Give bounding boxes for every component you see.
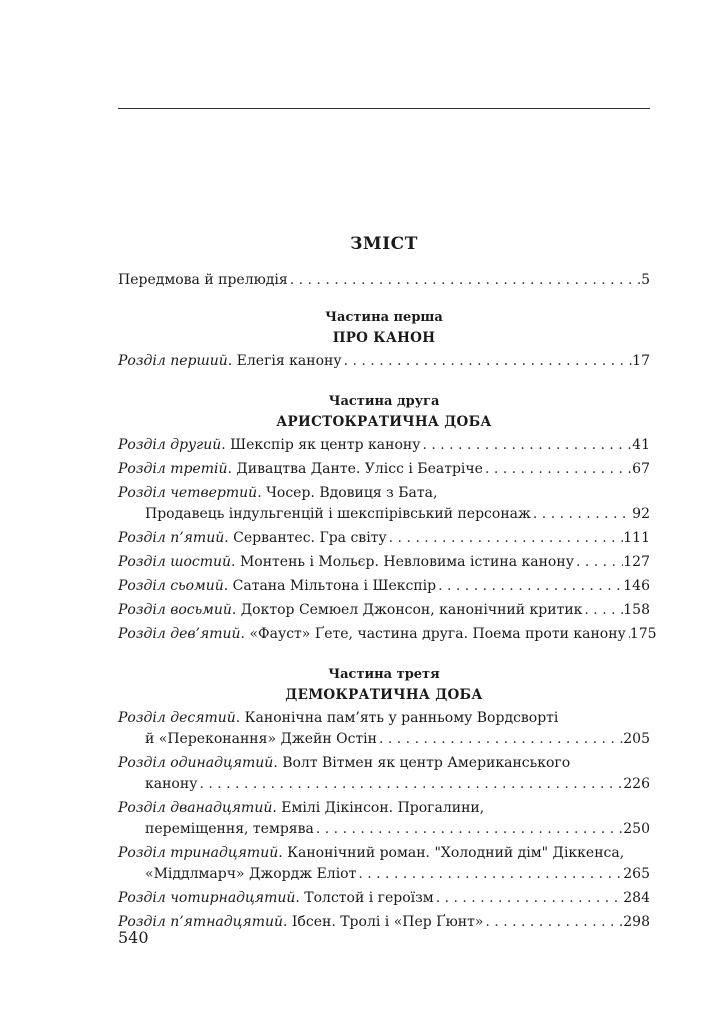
part-heading: [118, 391, 650, 433]
chapter-label: Розділ четвертий: [118, 485, 258, 501]
toc-entry-text: [118, 552, 574, 573]
toc-entry-line-last: [118, 600, 650, 621]
chapter-title: . Сатана Мільтона і Шекспір: [223, 578, 437, 594]
chapter-title: . Дивацтва Данте. Улісс і Беатріче: [227, 461, 483, 477]
toc-entry-text: [118, 624, 626, 645]
spacer: [118, 291, 650, 307]
dot-leader: [531, 504, 632, 525]
toc-entry-line-last: [118, 351, 650, 372]
toc-entry-line: [118, 708, 650, 729]
part-name: Частина перша: [325, 310, 443, 325]
chapter-label: Розділ п’ятнадцятий: [118, 914, 283, 930]
toc-entry-text: [118, 888, 434, 909]
toc-entry-text: [118, 459, 483, 480]
chapter-label: Розділ дванадцятий: [118, 800, 273, 816]
toc-entry-preface: [118, 270, 650, 291]
toc-entry-line-last: [118, 888, 650, 909]
chapter-label: Розділ другий: [118, 437, 222, 453]
chapter-label: Розділ чотирнадцятий: [118, 890, 296, 906]
toc-entry-line-last: [118, 504, 650, 525]
chapter-label: Розділ десятий: [118, 710, 236, 726]
toc-entry-page: 226: [623, 776, 650, 792]
toc-entry-line: [118, 798, 650, 819]
chapter-label: Розділ восьмий: [118, 602, 232, 618]
dot-leader: [434, 888, 624, 909]
chapter-title: . Чосер. Вдовиця з Бата,: [257, 485, 438, 501]
toc-entry-text: [145, 504, 531, 525]
toc-entry-line: [118, 483, 650, 504]
dot-leader: [574, 552, 623, 573]
table-of-contents: [118, 270, 657, 936]
header-rule: [118, 108, 650, 109]
toc-entry-page: 67: [632, 461, 650, 477]
chapter-title: . Доктор Семюел Джонсон, канонічний критик: [231, 602, 583, 618]
toc-entry: [118, 912, 650, 933]
toc-entry-text: [118, 435, 420, 456]
dot-leader: [582, 600, 623, 621]
dot-leader: [356, 864, 623, 885]
part-title: ПРО КАНОН: [332, 330, 436, 346]
chapter-title: й «Переконання» Джейн Остін: [145, 731, 377, 747]
toc-entry-page: 265: [623, 866, 650, 882]
dot-leader: [288, 270, 641, 291]
chapter-title: . Шекспір як центр канону: [221, 437, 421, 453]
chapter-label: Розділ шостий: [118, 554, 232, 570]
toc-entry-page: 205: [623, 731, 650, 747]
toc-entry-line-last: [118, 819, 650, 840]
toc-entry-page: 158: [623, 602, 650, 618]
toc-entry-page: 111: [623, 530, 650, 546]
part-name: Частина третя: [328, 667, 440, 682]
dot-leader: [342, 351, 633, 372]
toc-entry: [118, 435, 650, 456]
toc-entry-page: 175: [629, 626, 657, 642]
chapter-label: Розділ сьомий: [118, 578, 224, 594]
chapter-label: Розділ одинадцятий: [118, 755, 274, 771]
toc-entry-line-last: [118, 774, 650, 795]
toc-entry-line-last: [118, 528, 650, 549]
toc-entry-text: [145, 819, 314, 840]
toc-entry-page: 92: [632, 506, 650, 522]
toc-entry-text: [145, 774, 197, 795]
spacer: [118, 375, 650, 391]
toc-entry-page: 17: [632, 353, 650, 369]
chapter-title: «Міддлмарч» Джордж Еліот: [145, 866, 357, 882]
part-name: Частина друга: [328, 394, 440, 409]
part-title: АРИСТОКРАТИЧНА ДОБА: [276, 414, 492, 430]
toc-entry-page: 146: [623, 578, 650, 594]
chapter-title: переміщення, темрява: [145, 821, 314, 837]
toc-entry-text: [145, 864, 356, 885]
toc-entry: [118, 708, 650, 750]
toc-entry-page: 5: [641, 272, 650, 288]
dot-leader: [483, 912, 623, 933]
toc-entry-text: [118, 912, 483, 933]
chapter-title: . Канонічна пам’ять у ранньому Вордсворті: [235, 710, 559, 726]
toc-entry-line-last: [118, 552, 650, 573]
toc-entry-page: 127: [623, 554, 650, 570]
toc-entry-page: 41: [632, 437, 650, 453]
chapter-title: . Елегія канону: [227, 353, 342, 369]
dot-leader: [483, 459, 632, 480]
chapter-title: канону: [145, 776, 198, 792]
toc-entry-text: [118, 528, 387, 549]
dot-leader: [197, 774, 623, 795]
dot-leader: [420, 435, 632, 456]
dot-leader: [314, 819, 623, 840]
toc-entry: [118, 483, 650, 525]
toc-entry-page: 298: [623, 914, 650, 930]
toc-entry-line-last: [118, 576, 650, 597]
chapter-title: . Толстой і героїзм: [295, 890, 434, 906]
part-heading: [118, 664, 650, 706]
parts-container: [118, 291, 657, 933]
chapter-label: Розділ перший: [118, 353, 228, 369]
dot-leader: [377, 729, 623, 750]
toc-entry-text: [118, 485, 437, 501]
page-number: 540: [118, 928, 149, 947]
chapter-label: Розділ п’ятий: [118, 530, 225, 546]
toc-entry-text: [118, 845, 624, 861]
chapter-title: . Канонічний роман. "Холодний дім" Діккенса,: [278, 845, 625, 861]
toc-entry-line-last: [118, 459, 650, 480]
toc-entry: [118, 888, 650, 909]
toc-entry-text: Передмова й прелюдія: [118, 272, 288, 288]
chapter-title: . Емілі Дікінсон. Прогалини,: [272, 800, 485, 816]
dot-leader: [387, 528, 624, 549]
toc-entry-line-last: [118, 435, 650, 456]
toc-entry: [118, 624, 657, 645]
chapter-title: Продавець індульгенцій і шекспірівський персонаж: [145, 506, 531, 522]
chapter-label: Розділ дев’ятий: [118, 626, 241, 642]
toc-entry-text: [118, 800, 484, 816]
toc-entry-text: [118, 351, 342, 372]
chapter-title: . Монтень і Мольєр. Невловима істина канону: [231, 554, 574, 570]
toc-entry: [118, 600, 650, 621]
toc-entry: [118, 753, 650, 795]
toc-entry: [118, 798, 650, 840]
chapter-label: Розділ тринадцятий: [118, 845, 279, 861]
toc-entry: [118, 528, 650, 549]
toc-entry-text: [118, 576, 436, 597]
chapter-label: Розділ третій: [118, 461, 228, 477]
toc-entry-text: [145, 729, 377, 750]
spacer: [118, 648, 650, 664]
toc-entry: [118, 459, 650, 480]
chapter-title: . Волт Вітмен як центр Американського: [273, 755, 571, 771]
toc-entry: [118, 576, 650, 597]
chapter-title: . Сервантес. Гра світу: [224, 530, 387, 546]
toc-entry-text: [118, 755, 570, 771]
chapter-title: . «Фауст» Ґете, частина друга. Поема проти канону: [240, 626, 626, 642]
toc-entry-line: [118, 843, 650, 864]
toc-entry-text: [118, 600, 582, 621]
toc-entry: [118, 351, 650, 372]
toc-entry-page: 284: [623, 890, 650, 906]
toc-entry-line-last: [118, 624, 657, 645]
toc-entry-line: [118, 753, 650, 774]
toc-entry-text: [118, 710, 558, 726]
dot-leader: [436, 576, 623, 597]
chapter-title: . Ібсен. Тролі і «Пер Ґюнт»: [283, 914, 484, 930]
page-title: ЗМІСТ: [350, 234, 418, 254]
toc-entry-line-last: [118, 729, 650, 750]
toc-entry-line-last: [118, 912, 650, 933]
toc-entry-page: 250: [623, 821, 650, 837]
toc-entry: [118, 552, 650, 573]
part-title: ДЕМОКРАТИЧНА ДОБА: [285, 687, 483, 703]
toc-entry-line-last: [118, 864, 650, 885]
part-heading: [118, 307, 650, 349]
toc-entry: [118, 843, 650, 885]
